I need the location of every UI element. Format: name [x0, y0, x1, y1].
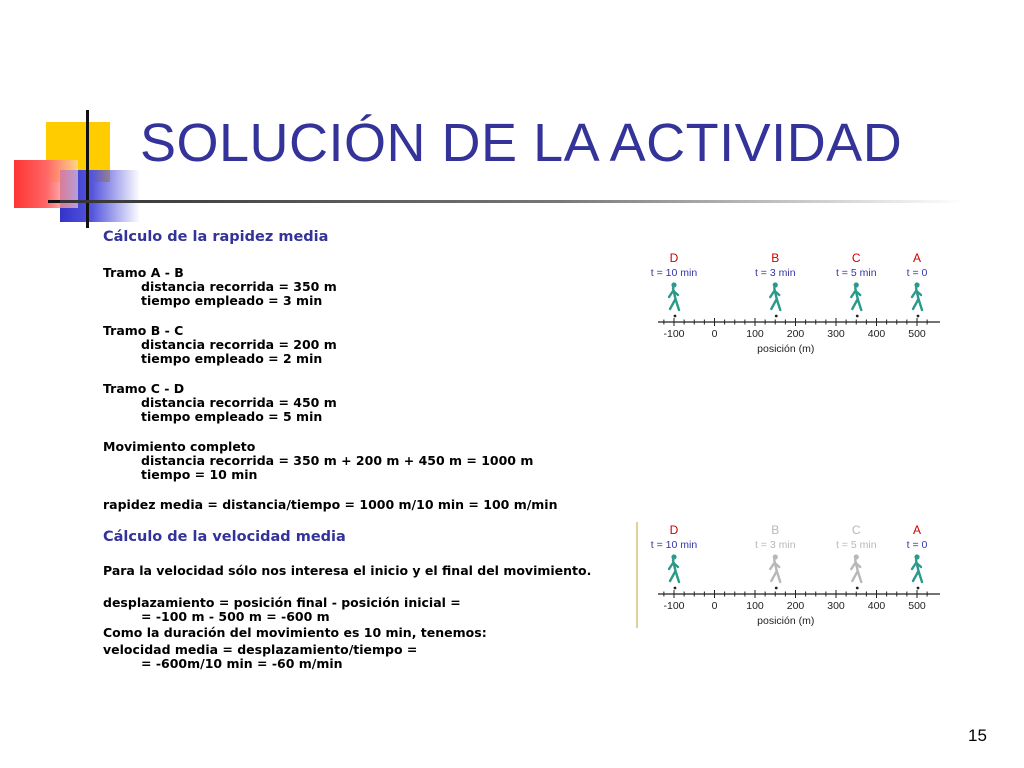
desplazamiento-block [103, 596, 623, 624]
point-time: t = 10 min [650, 539, 698, 551]
desplazamiento-text: desplazamiento = posición final - posición inicial = [103, 595, 461, 610]
tramo-bc-label: Tramo B - C [103, 323, 184, 338]
tick-label: -100 [663, 328, 685, 340]
rapidez-resultado: rapidez media = distancia/tiempo = 1000 m/10 min = 100 m/min [103, 497, 558, 512]
point-time: t = 0 [906, 267, 928, 279]
point-letter: A [912, 523, 922, 537]
velocidad-calc: = -600m/10 min = -60 m/min [141, 656, 343, 671]
axis-label: posición (m) [757, 343, 815, 355]
point-letter: D [669, 251, 679, 265]
point-c [836, 251, 877, 317]
position-dot [856, 315, 859, 318]
position-dot [775, 315, 778, 318]
tramo-bc-distancia: distancia recorrida = 200 m [141, 337, 337, 352]
completo-distancia: distancia recorrida = 350 m + 200 m + 450 m = 1000 m [141, 453, 534, 468]
tramo-cd-block [103, 382, 623, 424]
point-a [907, 251, 928, 317]
tick-label: 500 [908, 600, 926, 612]
velocidad-intro: Para la velocidad sólo nos interesa el inicio y el final del movimiento. [103, 563, 592, 578]
walker-icon [912, 282, 922, 310]
velocidad-block [103, 643, 623, 671]
tramo-ab-tiempo: tiempo empleado = 3 min [141, 293, 323, 308]
completo-tiempo: tiempo = 10 min [141, 467, 258, 482]
point-letter: C [851, 251, 861, 265]
tramo-bc-block [103, 324, 623, 366]
position-dot [917, 587, 920, 590]
point-time: t = 0 [906, 539, 928, 551]
velocidad-text: velocidad media = desplazamiento/tiempo = [103, 642, 418, 657]
decor-vertical-line [86, 110, 89, 228]
point-time: t = 3 min [754, 539, 796, 551]
point-a [907, 523, 928, 589]
position-dot [917, 315, 920, 318]
tick-label: 0 [711, 600, 718, 612]
tramo-bc-tiempo: tiempo empleado = 2 min [141, 351, 323, 366]
point-time: t = 5 min [835, 539, 877, 551]
tick-label: 400 [867, 600, 886, 612]
point-time: t = 3 min [754, 267, 796, 279]
tick-label: 0 [711, 328, 718, 340]
tick-label: 100 [746, 328, 764, 340]
content-body [103, 230, 623, 671]
title-divider [60, 200, 965, 203]
walker-icon [669, 282, 679, 310]
position-dot [674, 315, 677, 318]
point-d [651, 251, 698, 317]
tramo-ab-distancia: distancia recorrida = 350 m [141, 279, 337, 294]
section-heading-rapidez: Cálculo de la rapidez media [103, 229, 329, 245]
walker-icon [770, 554, 780, 582]
tick-label: 300 [827, 328, 845, 340]
point-time: t = 5 min [835, 267, 877, 279]
tramo-cd-tiempo: tiempo empleado = 5 min [141, 409, 323, 424]
position-dot [775, 587, 778, 590]
point-c [836, 523, 877, 589]
section-heading-velocidad: Cálculo de la velocidad media [103, 529, 346, 545]
walker-icon [770, 282, 780, 310]
movimiento-completo-block [103, 440, 623, 482]
point-letter: D [669, 523, 679, 537]
position-diagram-rapidez [640, 246, 950, 358]
point-b [755, 523, 796, 589]
point-letter: B [771, 523, 780, 537]
point-letter: A [912, 251, 922, 265]
tick-label: 100 [746, 600, 764, 612]
position-diagram-velocidad [640, 518, 950, 630]
axis-label: posición (m) [757, 615, 815, 627]
tramo-ab-block [103, 266, 623, 308]
completo-label: Movimiento completo [103, 439, 256, 454]
point-b [755, 251, 796, 317]
page-number: 15 [968, 726, 987, 745]
position-dot [674, 587, 677, 590]
tick-label: 500 [908, 328, 926, 340]
point-d [651, 523, 698, 589]
tick-label: -100 [663, 600, 685, 612]
position-dot [856, 587, 859, 590]
tick-label: 200 [786, 600, 805, 612]
tramo-cd-label: Tramo C - D [103, 381, 185, 396]
diagram-highlight-line [636, 522, 638, 628]
tramo-cd-distancia: distancia recorrida = 450 m [141, 395, 337, 410]
duracion-text: Como la duración del movimiento es 10 min, tenemos: [103, 625, 487, 640]
tick-label: 200 [786, 328, 805, 340]
walker-icon [851, 282, 861, 310]
page-title: SOLUCIÓN DE LA ACTIVIDAD [140, 113, 903, 173]
tick-label: 300 [827, 600, 845, 612]
walker-icon [912, 554, 922, 582]
tick-label: 400 [867, 328, 886, 340]
point-letter: C [851, 523, 861, 537]
desplazamiento-calc: = -100 m - 500 m = -600 m [141, 609, 330, 624]
walker-icon [851, 554, 861, 582]
point-time: t = 10 min [650, 267, 698, 279]
tramo-ab-label: Tramo A - B [103, 265, 184, 280]
point-letter: B [771, 251, 780, 265]
walker-icon [669, 554, 679, 582]
